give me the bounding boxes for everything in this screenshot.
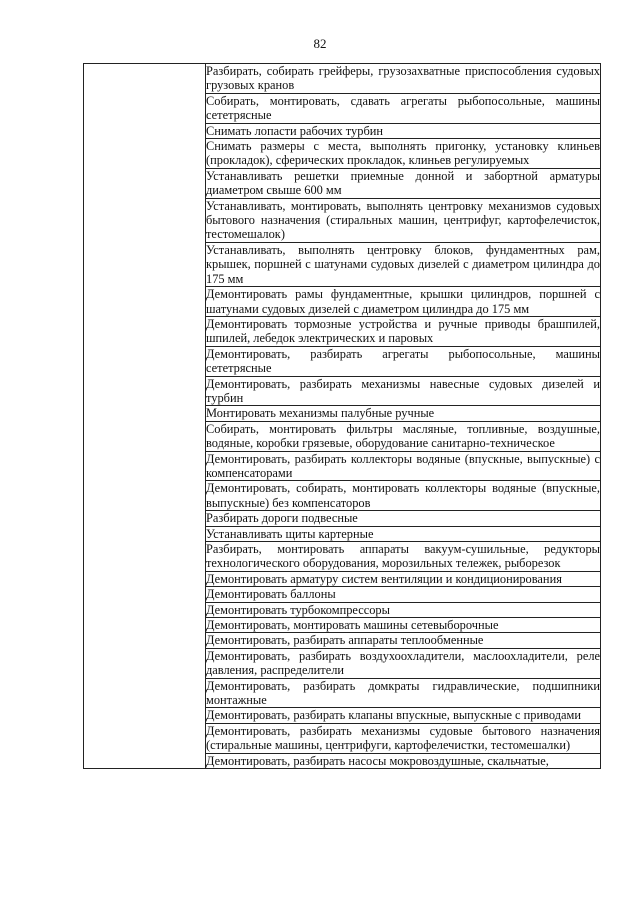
duty-description: Демонтировать баллоны	[206, 587, 601, 602]
duty-description: Устанавливать, монтировать, выполнять центровку механизмов судовых бытового назначения (стиральных машин, центрифуг, картофелечисток, тестомешалок)	[206, 198, 600, 242]
duty-description: Демонтировать, разбирать механизмы навесные судовых дизелей и турбин	[206, 376, 600, 405]
duty-description: Собирать, монтировать фильтры масляные, топливные, воздушные, водяные, коробки грязевые, оборудование санитарно-техническое	[206, 421, 600, 451]
duty-description: Монтировать механизмы палубные ручные	[206, 406, 601, 421]
duties-table-body	[84, 64, 601, 769]
duty-description: Демонтировать турбокомпрессоры	[206, 602, 601, 617]
duty-description: Демонтировать, разбирать клапаны впускные, выпускные с приводами	[206, 708, 601, 723]
left-column-cell	[84, 64, 206, 769]
duty-description: Демонтировать, разбирать механизмы судовые бытового назначения (стиральные машины, центрифуги, картофелечистки, тестомешалки)	[206, 723, 600, 753]
duty-description: Разбирать, собирать грейферы, грузозахватные приспособления судовых грузовых кранов	[206, 64, 600, 93]
duty-description: Демонтировать, монтировать машины сетевыборочные	[206, 618, 601, 633]
duty-description: Демонтировать арматуру систем вентиляции и кондиционирования	[206, 571, 601, 586]
duty-description: Демонтировать, собирать, монтировать коллекторы водяные (впускные, выпускные) без компенсаторов	[206, 481, 600, 510]
duty-description: Демонтировать рамы фундаментные, крышки цилиндров, поршней с шатунами судовых дизелей с диаметром цилиндра до 175 мм	[206, 287, 600, 316]
duty-description: Собирать, монтировать, сдавать агрегаты рыбопосольные, машины сететрясные	[206, 93, 600, 123]
duty-description: Демонтировать, разбирать коллекторы водяные (впускные, выпускные) с компенсаторами	[206, 451, 600, 480]
duty-description: Демонтировать, разбирать агрегаты рыбопосольные, машины сететрясные	[206, 346, 600, 376]
duty-description: Устанавливать решетки приемные донной и забортной арматуры диаметром свыше 600 мм	[206, 168, 600, 198]
table-row	[84, 64, 601, 94]
duty-description: Демонтировать, разбирать домкраты гидравлические, подшипники монтажные	[206, 678, 600, 708]
duty-description: Демонтировать, разбирать насосы мокровоздушные, скальчатые,	[206, 753, 601, 768]
duty-description: Снимать лопасти рабочих турбин	[206, 123, 601, 138]
duty-description: Демонтировать, разбирать воздухоохладители, маслоохладители, реле давления, распределители	[206, 648, 600, 678]
duty-description: Демонтировать, разбирать аппараты теплообменные	[206, 633, 601, 648]
duty-description: Разбирать дороги подвесные	[206, 511, 601, 526]
duty-description: Демонтировать тормозные устройства и ручные приводы брашпилей, шпилей, лебедок электрических и паровых	[206, 316, 600, 346]
duty-description: Устанавливать щиты картерные	[206, 526, 601, 541]
duties-table	[83, 63, 601, 769]
duty-description: Разбирать, монтировать аппараты вакуум-сушильные, редукторы технологического оборудования, морозильных тележек, рыборезок	[206, 542, 600, 571]
duty-description: Снимать размеры с места, выполнять пригонку, установку клиньев (прокладок), сферических прокладок, клиньев регулируемых	[206, 139, 600, 168]
duty-description: Устанавливать, выполнять центровку блоков, фундаментных рам, крышек, поршней с шатунами судовых дизелей с диаметром цилиндра до 175 мм	[206, 242, 600, 286]
page-number: 82	[313, 36, 327, 51]
